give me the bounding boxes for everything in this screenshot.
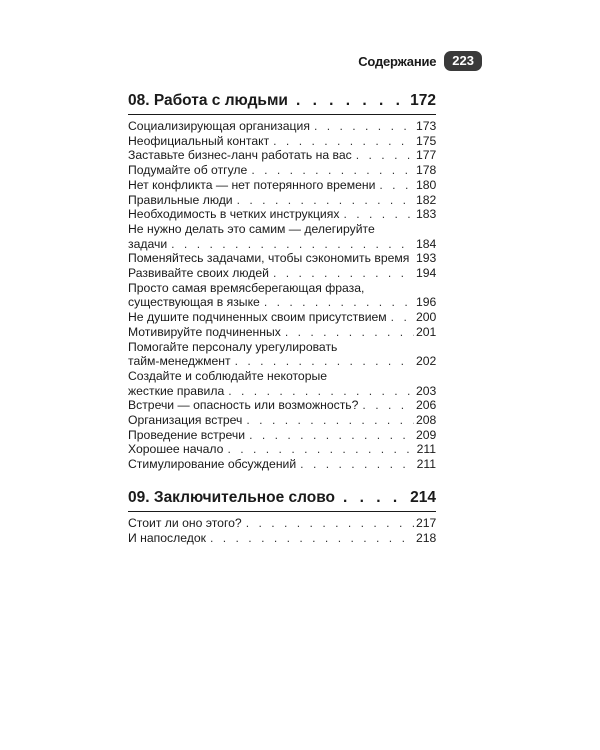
- dot-leader: [210, 531, 414, 546]
- chapter-page-number: 172: [410, 92, 436, 109]
- toc-entry[interactable]: [128, 178, 436, 193]
- entry-title-line1: Не нужно делать это самим — делегируйте: [128, 221, 375, 236]
- entry-row: [128, 266, 436, 281]
- entry-title: Стоит ли оно этого?: [128, 516, 242, 530]
- entry-page-number: 196: [416, 295, 437, 310]
- entry-title: Поменяйтесь задачами, чтобы сэкономить время: [128, 251, 410, 266]
- toc-entry[interactable]: [128, 193, 436, 208]
- toc-entry[interactable]: [128, 148, 436, 163]
- entry-row: [128, 428, 436, 443]
- dot-leader: [285, 325, 414, 340]
- entry-title: тайм-менеджмент: [128, 354, 231, 369]
- entry-title-line1: Помогайте персоналу урегулировать: [128, 339, 338, 354]
- dot-leader: [227, 442, 414, 457]
- toc-entry[interactable]: [128, 134, 436, 149]
- entry-title: жесткие правила: [128, 383, 225, 398]
- entry-page-number: 177: [416, 148, 437, 163]
- dot-leader: [249, 428, 414, 443]
- entry-page-number: 200: [416, 310, 437, 325]
- toc-entry[interactable]: [128, 207, 436, 222]
- entry-row: [128, 442, 436, 457]
- entry-row: [128, 119, 436, 134]
- entry-page-number: 209: [416, 427, 437, 442]
- dot-leader: [251, 163, 414, 178]
- entry-page-number: 206: [416, 398, 437, 413]
- entry-row: [128, 295, 436, 310]
- entry-page-number: 218: [416, 530, 437, 545]
- entry-row: [128, 163, 436, 178]
- entry-title: Неофициальный контакт: [128, 133, 270, 148]
- toc-entry[interactable]: [128, 369, 436, 398]
- entry-row: [128, 251, 436, 266]
- toc-entry[interactable]: [128, 251, 436, 266]
- entry-page-number: 183: [416, 207, 437, 222]
- dot-leader: [246, 516, 414, 531]
- toc-entry[interactable]: [128, 457, 436, 472]
- dot-leader: [228, 384, 414, 399]
- entry-row: [128, 457, 436, 472]
- entry-title: Хорошее начало: [128, 442, 224, 457]
- toc-entry[interactable]: [128, 325, 436, 340]
- entry-title: задачи: [128, 236, 168, 251]
- chapter-heading[interactable]: [128, 92, 436, 115]
- toc-section-08: [128, 92, 436, 472]
- entry-title: Встречи — опасность или возможность?: [128, 398, 359, 413]
- entry-title: Заставьте бизнес-ланч работать на вас: [128, 148, 352, 163]
- chapter-heading[interactable]: [128, 489, 436, 512]
- entry-page-number: 201: [416, 324, 437, 339]
- entry-row: [128, 207, 436, 222]
- entry-title: Подумайте об отгуле: [128, 163, 248, 178]
- dot-leader: [273, 134, 414, 149]
- dot-leader: [171, 237, 414, 252]
- toc-entry[interactable]: [128, 442, 436, 457]
- entry-page-number: 193: [416, 251, 437, 266]
- dot-leader: [273, 266, 414, 281]
- entry-row: [128, 413, 436, 428]
- entry-page-number: 173: [416, 119, 437, 133]
- entry-row: [128, 325, 436, 340]
- entry-row: [128, 148, 436, 163]
- entry-page-number: 184: [416, 236, 437, 251]
- page-number-badge: 223: [444, 51, 482, 71]
- entry-title: Стимулирование обсуждений: [128, 457, 297, 472]
- entry-title: Социализирующая организация: [128, 119, 310, 133]
- entry-row: [128, 531, 436, 546]
- entry-page-number: 208: [416, 413, 437, 428]
- dot-leader: [235, 354, 414, 369]
- entry-page-number: 178: [416, 163, 437, 178]
- entry-row: [128, 134, 436, 149]
- chapter-page-number: 214: [410, 489, 436, 506]
- dot-leader: [264, 295, 414, 310]
- entry-page-number: 203: [416, 383, 437, 398]
- entry-row: [128, 354, 436, 369]
- chapter-title: 09. Заключительное слово: [128, 489, 336, 506]
- dot-leader: [413, 251, 414, 266]
- entry-page-number: 182: [416, 192, 437, 207]
- entry-title: Проведение встречи: [128, 427, 246, 442]
- entry-row: [128, 310, 436, 325]
- dot-leader: [314, 119, 414, 134]
- entry-page-number: 217: [416, 516, 437, 530]
- entry-page-number: 211: [416, 457, 436, 472]
- toc-entry[interactable]: [128, 281, 436, 310]
- page-header: [358, 50, 482, 72]
- entry-page-number: 202: [416, 354, 437, 369]
- dot-leader: [296, 92, 408, 110]
- toc-entry[interactable]: [128, 119, 436, 134]
- dot-leader: [300, 457, 414, 472]
- entry-row: [128, 516, 436, 531]
- entry-row: [128, 193, 436, 208]
- entry-title: Нет конфликта — нет потерянного времени: [128, 177, 376, 192]
- toc-entry[interactable]: [128, 222, 436, 251]
- dot-leader: [343, 207, 414, 222]
- entry-title-line1: Просто самая времясберегающая фраза,: [128, 280, 365, 295]
- toc-entry[interactable]: [128, 340, 436, 369]
- chapter-title: 08. Работа с людьми: [128, 92, 288, 109]
- toc-entry[interactable]: [128, 516, 436, 531]
- entry-page-number: 194: [416, 266, 437, 281]
- entry-row: [128, 237, 436, 252]
- entry-page-number: 180: [416, 177, 437, 192]
- toc-entry[interactable]: [128, 531, 436, 546]
- dot-leader: [246, 413, 414, 428]
- entry-title: Мотивируйте подчиненных: [128, 324, 281, 339]
- dot-leader: [237, 193, 414, 208]
- entry-title: существующая в языке: [128, 295, 260, 310]
- toc-section-09: [128, 489, 436, 545]
- dot-leader: [356, 148, 414, 163]
- entry-title: Необходимость в четких инструкциях: [128, 207, 340, 222]
- entry-title: И напоследок: [128, 530, 206, 545]
- toc-entry[interactable]: [128, 310, 436, 325]
- dot-leader: [362, 398, 414, 413]
- toc-entry[interactable]: [128, 266, 436, 281]
- dot-leader: [391, 310, 414, 325]
- toc-entry[interactable]: [128, 428, 436, 443]
- entry-row: [128, 178, 436, 193]
- dot-leader: [379, 178, 414, 193]
- entry-row: [128, 384, 436, 399]
- dot-leader: [343, 489, 408, 507]
- toc-entry[interactable]: [128, 413, 436, 428]
- entry-title: Не душите подчиненных своим присутствием: [128, 310, 387, 325]
- toc-entry[interactable]: [128, 398, 436, 413]
- entry-page-number: 175: [416, 133, 437, 148]
- entry-title: Организация встреч: [128, 413, 243, 428]
- entry-title: Правильные люди: [128, 192, 233, 207]
- entry-row: [128, 398, 436, 413]
- toc-entry[interactable]: [128, 163, 436, 178]
- entry-title-line1: Создайте и соблюдайте некоторые: [128, 368, 328, 383]
- entry-page-number: 211: [416, 442, 436, 457]
- entry-title: Развивайте своих людей: [128, 266, 269, 281]
- running-title: Содержание: [358, 53, 437, 69]
